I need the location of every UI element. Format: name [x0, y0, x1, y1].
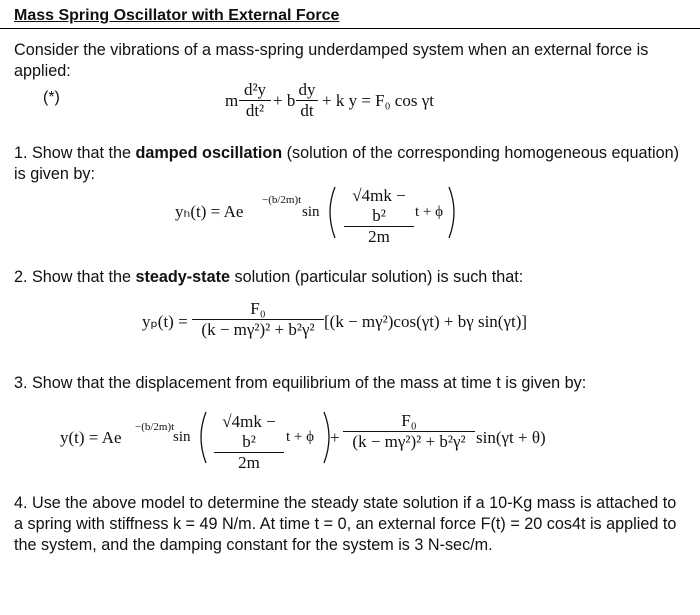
ode-d2y: d²y	[239, 80, 271, 101]
q1-numerator: √4mk − b²	[344, 186, 414, 227]
ode-dt: dt	[300, 101, 314, 120]
question-4: 4. Use the above model to determine the steady state solution if a 10-Kg mass is attached to a spring with stiffness k = 49 N/m. At time t = 0, an external force F(t) = 20 cos4t is applied to the system, and the damping constant for the system is 3 N-sec/m.	[14, 494, 677, 554]
q2-suffix: solution (particular solution) is such that:	[229, 268, 524, 286]
q3-fraction-2	[343, 411, 475, 452]
q1-suffix: (solution of the corresponding homogeneous equation) is given by:	[14, 144, 679, 183]
q2-numerator: F₀	[192, 299, 324, 320]
q3-end: sin(γt + θ)	[476, 428, 546, 447]
q3-denominator-2: (k − mγ²)² + b²γ²	[352, 432, 466, 451]
q2-bracket: [(k − mγ²)cos(γt) + bγ sin(γt)]	[324, 312, 528, 331]
q3-plus: +	[330, 428, 340, 447]
q2-lhs: yₚ(t) =	[142, 312, 188, 331]
q2-bold: steady-state	[135, 268, 230, 286]
q3-sin: sin	[173, 429, 191, 445]
ode-rest: + k y = F₀ cos γt	[322, 91, 434, 110]
ode-dt2: dt²	[245, 101, 265, 120]
q3-tail: t + ϕ	[286, 429, 315, 445]
q1-sin: sin	[302, 204, 320, 220]
q3-exponent: −(b/2m)t	[135, 421, 175, 433]
q2-prefix: 2. Show that the	[14, 268, 136, 286]
question-3: 3. Show that the displacement from equilibrium of the mass at time t is given by:	[14, 374, 587, 392]
q1-exponent: −(b/2m)t	[262, 194, 302, 206]
q1-denominator: 2m	[368, 227, 390, 246]
equation-tag: (*)	[43, 89, 60, 106]
q1-prefix: 1. Show that the	[14, 144, 136, 162]
q3-numerator-1: √4mk − b²	[214, 412, 284, 453]
q3-fraction-1	[214, 412, 284, 473]
q1-tail: t + ϕ	[415, 204, 444, 220]
intro-paragraph: Consider the vibrations of a mass-spring underdamped system when an external force is applied:	[14, 41, 649, 80]
q1-lhs: yₕ(t) = Ae	[175, 202, 244, 221]
q2-denominator: (k − mγ²)² + b²γ²	[201, 320, 315, 339]
q3-denominator-1: 2m	[238, 453, 260, 472]
ode-m: m	[225, 91, 239, 110]
page-title: Mass Spring Oscillator with External Force	[14, 7, 340, 24]
q1-bold: damped oscillation	[135, 144, 283, 162]
ode-plus-b: + b	[273, 91, 296, 110]
q3-numerator-2: F₀	[343, 411, 475, 432]
ode-dy: dy	[296, 80, 318, 101]
q3-lhs: y(t) = Ae	[60, 428, 122, 447]
